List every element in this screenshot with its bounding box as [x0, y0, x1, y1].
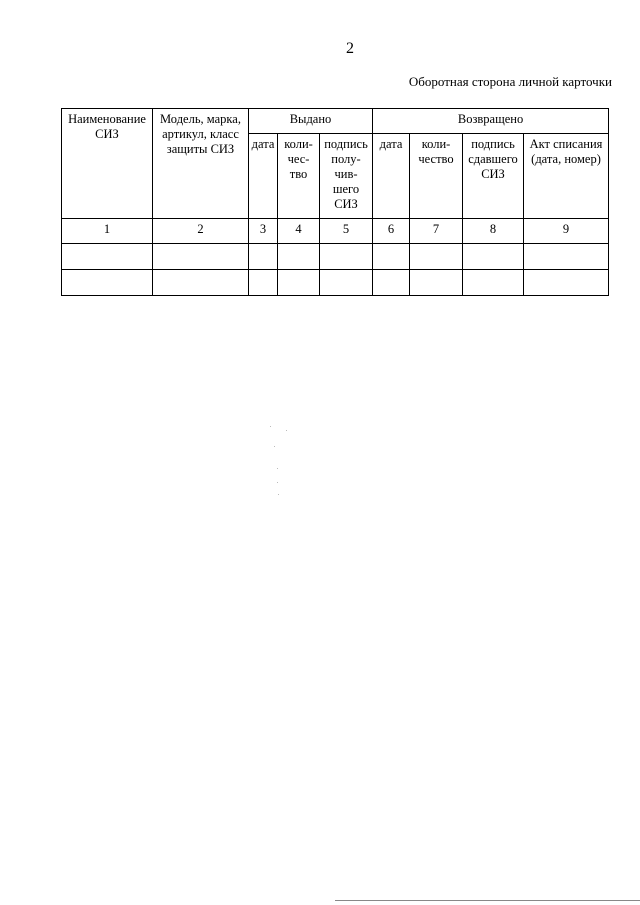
- column-number: 6: [373, 219, 410, 244]
- column-number: 8: [463, 219, 524, 244]
- column-number: 9: [524, 219, 609, 244]
- header-issued-signature: подпись полу- чив- шего СИЗ: [320, 134, 373, 219]
- table-row: [62, 270, 609, 296]
- header-returned-signature: подпись сдавшего СИЗ: [463, 134, 524, 219]
- table-cell[interactable]: [463, 270, 524, 296]
- header-returned: Возвращено: [373, 109, 609, 134]
- table-cell[interactable]: [278, 270, 320, 296]
- header-issued-date: дата: [249, 134, 278, 219]
- column-numbers-row: [62, 219, 609, 244]
- header-model: Модель, марка, артикул, класс защиты СИЗ: [153, 109, 249, 219]
- table-cell[interactable]: [320, 244, 373, 270]
- column-number: 3: [249, 219, 278, 244]
- table-cell[interactable]: [62, 244, 153, 270]
- column-number: 7: [410, 219, 463, 244]
- column-number: 5: [320, 219, 373, 244]
- table-cell[interactable]: [410, 270, 463, 296]
- table-cell[interactable]: [410, 244, 463, 270]
- table-cell[interactable]: [524, 244, 609, 270]
- header-writeoff-act: Акт списания (дата, номер): [524, 134, 609, 219]
- card-side-title: Оборотная сторона личной карточки: [408, 74, 612, 89]
- table-cell[interactable]: [524, 270, 609, 296]
- table-cell[interactable]: [62, 270, 153, 296]
- scan-artifact: [268, 422, 288, 502]
- page-number: 2: [346, 40, 354, 57]
- table-cell[interactable]: [463, 244, 524, 270]
- table-cell[interactable]: [153, 270, 249, 296]
- table-cell[interactable]: [278, 244, 320, 270]
- table-row: [62, 244, 609, 270]
- column-number: 1: [62, 219, 153, 244]
- table-cell[interactable]: [153, 244, 249, 270]
- table-cell[interactable]: [249, 270, 278, 296]
- scan-edge-line: [335, 900, 640, 901]
- header-issued-qty: коли- чес- тво: [278, 134, 320, 219]
- column-number: 4: [278, 219, 320, 244]
- table-cell[interactable]: [249, 244, 278, 270]
- table-cell[interactable]: [373, 244, 410, 270]
- column-number: 2: [153, 219, 249, 244]
- ppe-issue-table: [61, 108, 609, 296]
- header-issued: Выдано: [249, 109, 373, 134]
- header-returned-qty: коли- чество: [410, 134, 463, 219]
- header-ppe-name: Наименование СИЗ: [62, 109, 153, 219]
- header-returned-date: дата: [373, 134, 410, 219]
- table-cell[interactable]: [373, 270, 410, 296]
- table-cell[interactable]: [320, 270, 373, 296]
